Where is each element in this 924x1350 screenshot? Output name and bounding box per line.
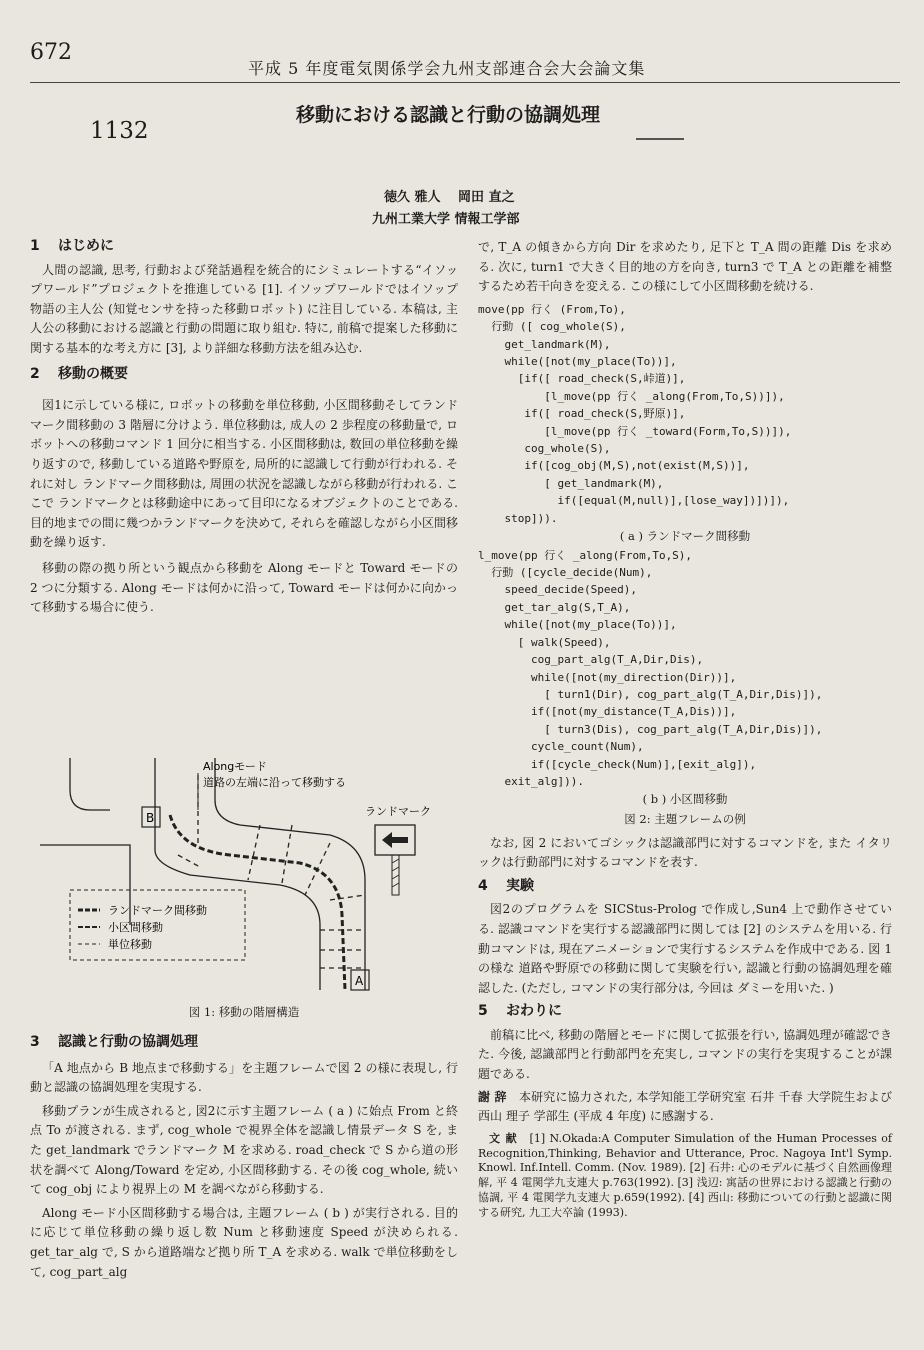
authors: 徳久 雅人 岡田 直之 bbox=[384, 190, 515, 205]
figure-1-diagram bbox=[30, 755, 458, 1000]
affiliation: 九州工業大学 情報工学部 bbox=[372, 212, 520, 227]
code-frame-b-caption: ( b ) 小区間移動 bbox=[642, 792, 728, 807]
left-column bbox=[30, 234, 458, 618]
section-2-paragraph-2: 移動の際の拠り所という観点から移動を Along モードと Toward モードの 2 つに分類する. Along モードは何かに沿って, Toward モードは何かに向かって移動する場合に使う. bbox=[30, 560, 458, 615]
legend-item-unit: 単位移動 bbox=[108, 938, 152, 951]
legend-item-landmark: ランドマーク間移動 bbox=[108, 904, 207, 917]
section-2-heading: 2 移動の概要 bbox=[30, 365, 128, 382]
title-mark bbox=[636, 138, 684, 140]
section-3-paragraph-2: 移動プランが生成されると, 図2に示す主題フレーム ( a ) に始点 From と終点 To が渡される. まず, cog_whole で視界全体を認識し情景データ S を, また get_landmark でランドマーク M を求める. road_check で S から道の形状を調べて Along/Toward を定め, 小区間移動する. その後 cog_whole, 続いて cog_obj により視界上の M を調べながら移動する. bbox=[30, 1103, 458, 1197]
along-mode-label: Alongモード bbox=[203, 760, 267, 773]
section-5-heading: 5 おわりに bbox=[478, 1003, 562, 1020]
left-arrow-icon bbox=[382, 832, 408, 848]
section-5-text: 前稿に比べ, 移動の階層とモードに関して拡張を行い, 協調処理が確認できた. 今後, 認識部門と行動部門を充実し, コマンドの実行を実現することが課題である. bbox=[478, 1027, 892, 1082]
paper-number: 1132 bbox=[90, 118, 149, 144]
paper-title: 移動における認識と行動の協調処理 bbox=[296, 104, 601, 126]
section-1-heading: 1 はじめに bbox=[30, 238, 114, 254]
figure-1-caption: 図 1: 移動の階層構造 bbox=[188, 1005, 300, 1019]
figure-2-note: なお, 図 2 においてゴシックは認識部門に対するコマンドを, また イタリックは行動部門に対するコマンドを表す. bbox=[478, 835, 892, 870]
section-1-text: 人間の認識, 思考, 行動および発話過程を統合的にシミュレートする“イソップワールド”プロジェクトを推進している [1]. イソップワールドではイソップ物語の主人公 (知覚センサを持った移動ロボット) に注目している. 本稿は, 主人公の移動における認識と行動の問題に取り組む. 特に, 前稿で提案した移動に関する基本的な考え方に [3], より詳細な移動方法を組み込む. bbox=[30, 262, 458, 355]
along-mode-description: 道路の左端に沿って移動する bbox=[203, 776, 346, 789]
section-4-heading: 4 実験 bbox=[478, 877, 534, 894]
section-3-paragraph-1: 「A 地点から B 地点まで移動する」を主題フレームで図 2 の様に表現し, 行動と認識の協調処理を実現する. bbox=[30, 1060, 458, 1095]
point-a-label: A bbox=[355, 974, 364, 988]
header-rule bbox=[30, 82, 900, 83]
section-3-continued: で, T_A の傾きから方向 Dir を求めたり, 足下と T_A 間の距離 Dis を求める. 次に, turn1 で大きく目的地の方を向き, turn3 で T_A との距離を補整するため若干向きを変える. この様にして小区間移動を続ける. bbox=[478, 240, 892, 294]
section-4-text: 図2のプログラムを SICStus-Prolog で作成し,Sun4 上で動作させている. 認識コマンドを実行する認識部門に関しては [2] のシステムを用いる. 行動コマンドは, 現在アニメーションで実行するシステムを作成中である. 図 1 の様な 道路や野原での移動に関して実験を行い, 認識と行動の協調処理を確認した. (ただし, コマンドの実行部分は, 今回は ダミーを用いた. ) bbox=[478, 902, 892, 995]
landmark-label: ランドマーク bbox=[365, 805, 431, 818]
point-b-label: B bbox=[146, 811, 155, 825]
section-3-paragraph-3: Along モード小区間移動する場合は, 主題フレーム ( b ) が実行される. 目的に応じて単位移動の繰り返し数 Num と移動速度 Speed が決められる. get_tar_alg で, S から道路端など拠り所 T_A を求める. walk で単位移動をして, cog_part_alg bbox=[30, 1205, 458, 1279]
section-2-paragraph-1: 図1に示している様に, ロボットの移動を単位移動, 小区間移動そしてランドマーク間移動の 3 階層に分けよう. 単位移動は, 成人の 2 歩程度の移動量で, ロボットへの移動コマンド 1 回分に相当する. 小区間移動は, 数回の単位移動を繰り返すので, 移動している道路や野原を, 局所的に認識して行動が行われる. それに対し ランドマーク間移動は, 周囲の状況を認識しながら移動が行われる. ここで ランドマークとは移動途中にあって目印になるオブジェクトのことである. 目的地までの間に幾つかランドマークを決めて, それらを確認しながら小区間移動を繰り返す. bbox=[30, 398, 458, 550]
references-label: 文 献 bbox=[489, 1131, 518, 1145]
references: 文 献 [1] N.Okada:A Computer Simulation of the Human Processes of Recognition,Thinking, Behavior and Utterance, Proc. Nagoya Int'l Symp. Knowl. Inf.Intell. Comm. (Nov. 1989). [2] 石井: 心のモデルに基づく自然画像理解, 平 4 電関学九支連大 p.763(1992). [3] 浅辺: 寓話の世界における認識と行動の協調, 平 4 電関学九支連大 p.659(1992). [4] 西山: 移動についての行動と認識に関する研究, 九工大卒論 (1993). bbox=[478, 1131, 892, 1219]
code-frame-b: l_move(pp 行く _along(From,To,S), 行動 ([cycle_decide(Num), speed_decide(Speed), get_tar_alg(S,T_A), while([not(my_place(To))], [ walk(Speed), cog_part_alg(T_A,Dir,Dis), while([not(my_direction(Dir))], [ turn1(Dir), cog_part_alg(T_A,Dir,Dis)]), if([not(my_distance(T_A,Dis))], [ turn3(Dis), cog_part_alg(T_A,Dir,Dis)]), cycle_count(Num), if([cycle_check(Num)],[exit_alg]), exit_alg])). bbox=[478, 548, 823, 788]
page-number: 672 bbox=[30, 40, 72, 65]
figure-2-caption: 図 2: 主題フレームの例 bbox=[624, 811, 746, 826]
acknowledgement: 謝 辞 本研究に協力された, 本学知能工学研究室 石井 千春 大学院生および西山 理子 学部生 (平成 4 年度) に感謝する. bbox=[478, 1089, 892, 1124]
left-column-lower bbox=[30, 1030, 458, 1282]
proceedings-title: 平成 5 年度電気関係学会九州支部連合会大会論文集 bbox=[248, 59, 646, 78]
code-frame-a-caption: ( a ) ランドマーク間移動 bbox=[619, 529, 751, 544]
acknowledgement-label: 謝 辞 bbox=[478, 1089, 507, 1104]
section-3-heading: 3 認識と行動の協調処理 bbox=[30, 1034, 198, 1050]
legend-item-subsection: 小区間移動 bbox=[108, 921, 163, 934]
right-column bbox=[478, 238, 892, 1221]
code-frame-a: move(pp 行く (From,To), 行動 ([ cog_whole(S), get_landmark(M), while([not(my_place(To))], [if([ road_check(S,峠道)], [l_move(pp 行く _along(From,To,S))]), if([ road_check(S,野原)], [l_move(pp 行く _toward(Form,To,S))]), cog_whole(S), if([cog_obj(M,S),not(exist(M,S))], [ get_landmark(M), if([equal(M,null)],[lose_way])])]), stop])). bbox=[478, 302, 792, 525]
